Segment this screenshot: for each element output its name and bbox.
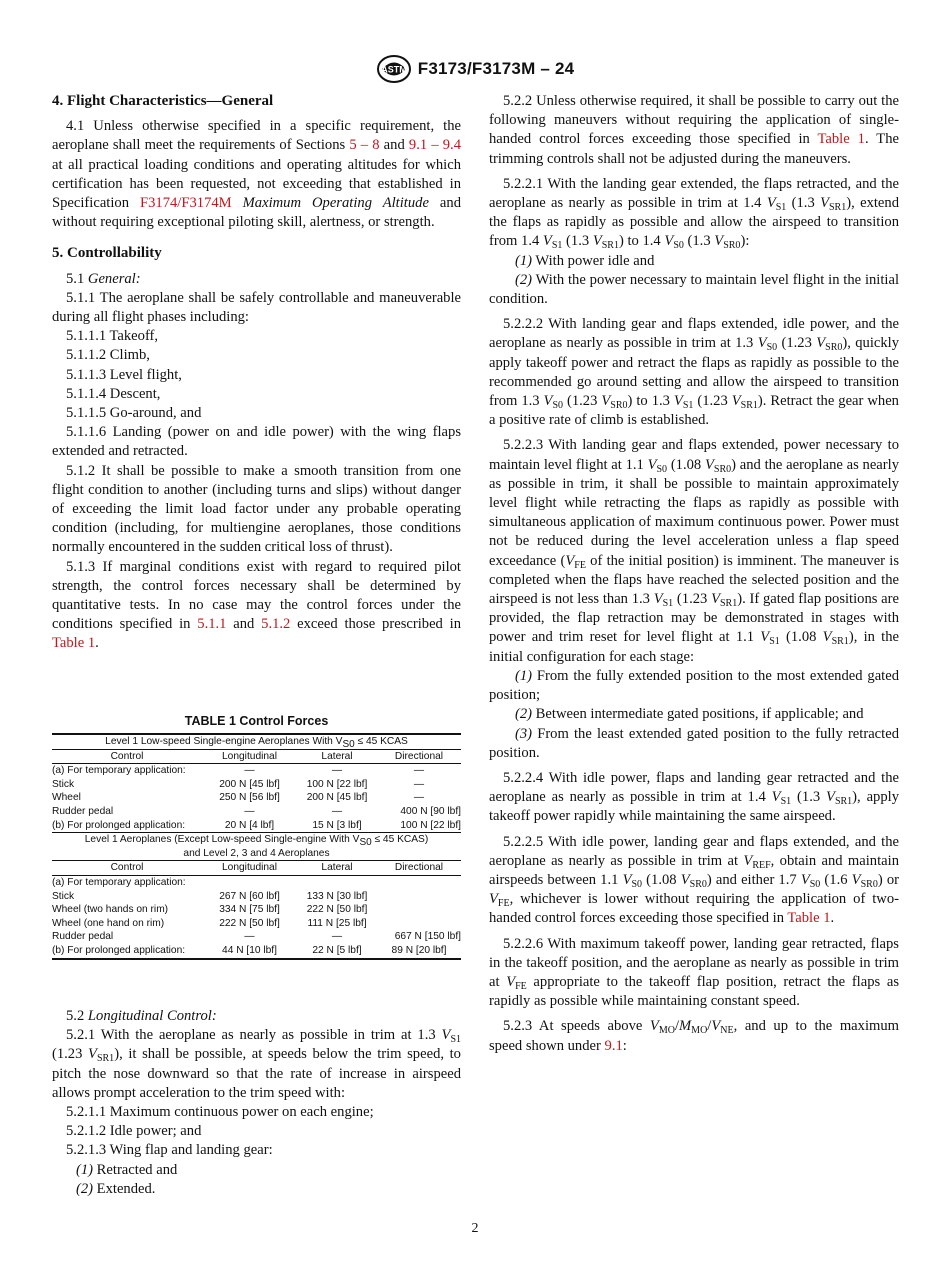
link-spec-f3174[interactable]: F3174/F3174M: [140, 195, 232, 212]
list-item: 5.1.1.2 Climb,: [66, 347, 150, 364]
table-row: Rudder pedal — — 400 N [90 lbf]: [52, 805, 461, 817]
control-forces-table: [52, 733, 461, 960]
right-column: [489, 92, 899, 1056]
para-5-2-2-2: 5.2.2.2 With landing gear and flaps extended, idle power, and the aeroplane as nearly as possible in trim at 1.3 $V_{S0}$ (1.23 $V_{SR0}$), quickly apply takeoff power and retract the flaps as rapidly as possible to the recommended go around setting and allow the airspeed to transition from 1.3 $V_{S0}$ (1.23 $V_{SR0}$) to 1.3 $V_{S1}$ (1.23 $V_{SR1}$). Retract the gear when a positive rate of climb is established.: [489, 316, 899, 429]
para-5-2-2-3: 5.2.2.3 With landing gear and flaps extended, power necessary to maintain level flight at 1.1 $V_{S0}$ (1.08 $V_{SR0}$) and the aeroplane as nearly as possible in trim, it shall be possible to maintain approximately level flight while retracting the flaps as rapidly as possible with simultaneous application of maximum continuous power. Power must not be reduced during the level acceleration unless a flap speed exceedance ($V_{FE}$ of the initial position) is imminent. The maneuver is completed when the flaps have reached the selected position and the airspeed is not less than 1.3 $V_{S1}$ (1.23 $V_{SR1}$). If gated flap positions are provided, the flap retraction may be demonstrated in stages with power and trim reset for level flight at 1.1 $V_{S1}$ (1.08 $V_{SR1}$), in the initial configuration for each stage:: [489, 437, 899, 665]
table-column-header: Control Longitudinal Lateral Directional: [52, 861, 461, 876]
page-header: [0, 54, 950, 84]
list-item: 5.2.1.3 Wing flap and landing gear:: [66, 1142, 273, 1159]
table-row: (a) For temporary application: — — —: [52, 764, 461, 778]
sub-list-item: (1) Retracted and: [76, 1161, 178, 1178]
sub-list-item: (3) From the least extended gated position to the fully retracted position.: [489, 725, 899, 761]
table-column-header: Control Longitudinal Lateral Directional: [52, 749, 461, 764]
table-group-header: and Level 2, 3 and 4 Aeroplanes: [183, 847, 330, 859]
para-5-1-3: 5.1.3 If marginal conditions exist with regard to required pilot strength, the control forces necessary shall be determined by quantitative tests. In no case may the control forces under the conditions specified in 5.1.1 and 5.1.2 exceed those prescribed in Table 1.: [52, 558, 461, 652]
table-row: (b) For prolonged application: 20 N [4 lbf] 15 N [3 lbf] 100 N [22 lbf]: [52, 819, 461, 831]
table-group-header: Level 1 Aeroplanes (Except Low-speed Single-engine With $V_{S0} \le 45$ KCAS): [52, 833, 461, 847]
table-row: (b) For prolonged application: 44 N [10 lbf] 22 N [5 lbf] 89 N [20 lbf]: [52, 944, 461, 959]
table-row: Rudder pedal — — 667 N [150 lbf]: [52, 931, 461, 943]
section-5-heading: 5. Controllability: [52, 245, 162, 262]
table-1-title: TABLE 1 Control Forces: [184, 714, 329, 728]
left-column-lower: [52, 1007, 461, 1199]
para-5-1-2: 5.1.2 It shall be possible to make a smooth transition from one flight condition to another (including turns and slips) without danger of exceeding the limit load factor under any probable operating condition (including, for multiengine aeroplanes, those conditions normally encountered in the sudden critical loss of thrust).: [52, 462, 461, 556]
list-item: 5.2.1.1 Maximum continuous power on each engine;: [66, 1104, 374, 1121]
section-4-heading: 4. Flight Characteristics—General: [52, 93, 274, 109]
table-row: Wheel 250 N [56 lbf] 200 N [45 lbf] —: [52, 792, 425, 804]
list-item: 5.1.1.1 Takeoff,: [66, 328, 159, 345]
list-item: 5.1.1.3 Level flight,: [66, 366, 182, 383]
para-5-2: 5.2 Longitudinal Control:: [66, 1008, 217, 1024]
sub-list-item: (2) Extended.: [76, 1180, 156, 1197]
sub-list-item: (1) From the fully extended position to the most extended gated position;: [489, 667, 899, 704]
para-5-2-2-1: 5.2.2.1 With the landing gear extended, the flaps retracted, and the aeroplane as nearly as possible in trim at 1.4 $V_{S1}$ (1.3 $V_{SR1}$), extend the flaps as rapidly as possible and allow the airspeed to transition from 1.4 $V_{S1}$ (1.3 $V_{SR1}$) to 1.4 $V_{S0}$ (1.3 $V_{SR0}$):: [489, 175, 899, 252]
link-9-1[interactable]: 9.1: [604, 1037, 623, 1054]
page-number: 2: [471, 1221, 479, 1236]
link-5-1-1[interactable]: 5.1.1: [197, 616, 227, 633]
link-sections-9-1-9-4[interactable]: 9.1 – 9.4: [408, 137, 462, 154]
para-5-2-2-6: 5.2.2.6 With maximum takeoff power, landing gear retracted, flaps in the takeoff position, and the aeroplane as nearly as possible in trim at $V_{FE}$ appropriate to the takeoff flap position, retract the flaps as rapidly as possible while maintaining constant speed.: [489, 935, 899, 1010]
sub-list-item: (2) Between intermediate gated positions, if applicable; and: [515, 706, 864, 723]
para-5-2-1: 5.2.1 With the aeroplane as nearly as possible in trim at 1.3 $V_{S1}$ (1.23 $V_{SR1}$), it shall be possible, at speeds below the trim speed, to pitch the nose downward so that the rate of increase in airspeed allows prompt acceleration to the trim speed with:: [52, 1027, 461, 1101]
table-row: Wheel (one hand on rim) 222 N [50 lbf] 111 N [25 lbf]: [52, 917, 367, 929]
para-4-1: 4.1 Unless otherwise specified in a specific requirement, the aeroplane shall meet the requirements of Sections 5 – 8 and 9.1 – 9.4 at all practical loading conditions and operating altitudes for which certification has been requested, not exceeding that established in Specification F3174/F3174M Maximum Operating Altitude and without requiring exceptional piloting skill, alertness, or strength.: [52, 118, 462, 231]
standard-designation: F3173/F3173M – 24: [417, 59, 575, 78]
para-5-1: 5.1 General:: [66, 270, 141, 287]
table-row: Wheel (two hands on rim) 334 N [75 lbf] 222 N [50 lbf]: [52, 904, 368, 916]
sub-list-item: (1) With power idle and: [515, 252, 655, 269]
table-row: Stick 200 N [45 lbf] 100 N [22 lbf] —: [52, 778, 425, 790]
link-5-1-2[interactable]: 5.1.2: [261, 616, 291, 633]
list-item: 5.1.1.6 Landing (power on and idle power) with the wing flaps extended and retracted.: [52, 424, 461, 460]
table-group-header: Level 1 Low-speed Single-engine Aeroplanes With $V_{S0} \le 45$ KCAS: [52, 734, 461, 749]
link-table-1[interactable]: Table 1: [817, 131, 865, 148]
left-column: [52, 92, 461, 654]
para-5-2-2-4: 5.2.2.4 With idle power, flaps and landing gear retracted and the aeroplane as nearly as possible in trim at 1.4 $V_{S1}$ (1.3 $V_{SR1}$), apply takeoff power rapidly while maintaining the same airspeed.: [489, 769, 899, 825]
svg-text:ASTM: ASTM: [381, 64, 407, 75]
link-table-1[interactable]: Table 1: [52, 635, 96, 652]
para-5-2-2-5: 5.2.2.5 With idle power, landing gear and flaps extended, and the aeroplane as nearly as possible in trim at $V_{REF}$, obtain and maintain airspeeds between 1.1 $V_{S0}$ (1.08 $V_{SR0}$) and either 1.7 $V_{S0}$ (1.6 $V_{SR0}$) or $V_{FE}$, whichever is lower without requiring the application of two-handed control forces exceeding those specified in Table 1.: [489, 833, 899, 927]
sub-list-item: (2) With the power necessary to maintain level flight in the initial condition.: [489, 271, 899, 308]
para-5-1-1: 5.1.1 The aeroplane shall be safely controllable and maneuverable during all flight phases including:: [52, 289, 461, 326]
para-5-2-2: 5.2.2 Unless otherwise required, it shall be possible to carry out the following maneuvers without requiring the application of single-handed control forces exceeding those specified in Table 1. The trimming controls shall not be adjusted during the maneuvers.: [489, 93, 899, 167]
para-5-2-3: 5.2.3 At speeds above $V_{MO}/M_{MO}/V_{NE}$, and up to the maximum speed shown under 9.1:: [489, 1018, 899, 1054]
list-item: 5.2.1.2 Idle power; and: [66, 1123, 202, 1140]
link-table-1[interactable]: Table 1: [787, 910, 831, 927]
list-item: 5.1.1.5 Go-around, and: [66, 405, 202, 422]
list-item: 5.1.1.4 Descent,: [66, 385, 161, 402]
table-row: Stick 267 N [60 lbf] 133 N [30 lbf]: [52, 890, 368, 902]
astm-logo-icon: [376, 54, 412, 84]
table-row: (a) For temporary application:: [52, 875, 461, 889]
link-sections-5-8[interactable]: 5 – 8: [349, 137, 380, 154]
